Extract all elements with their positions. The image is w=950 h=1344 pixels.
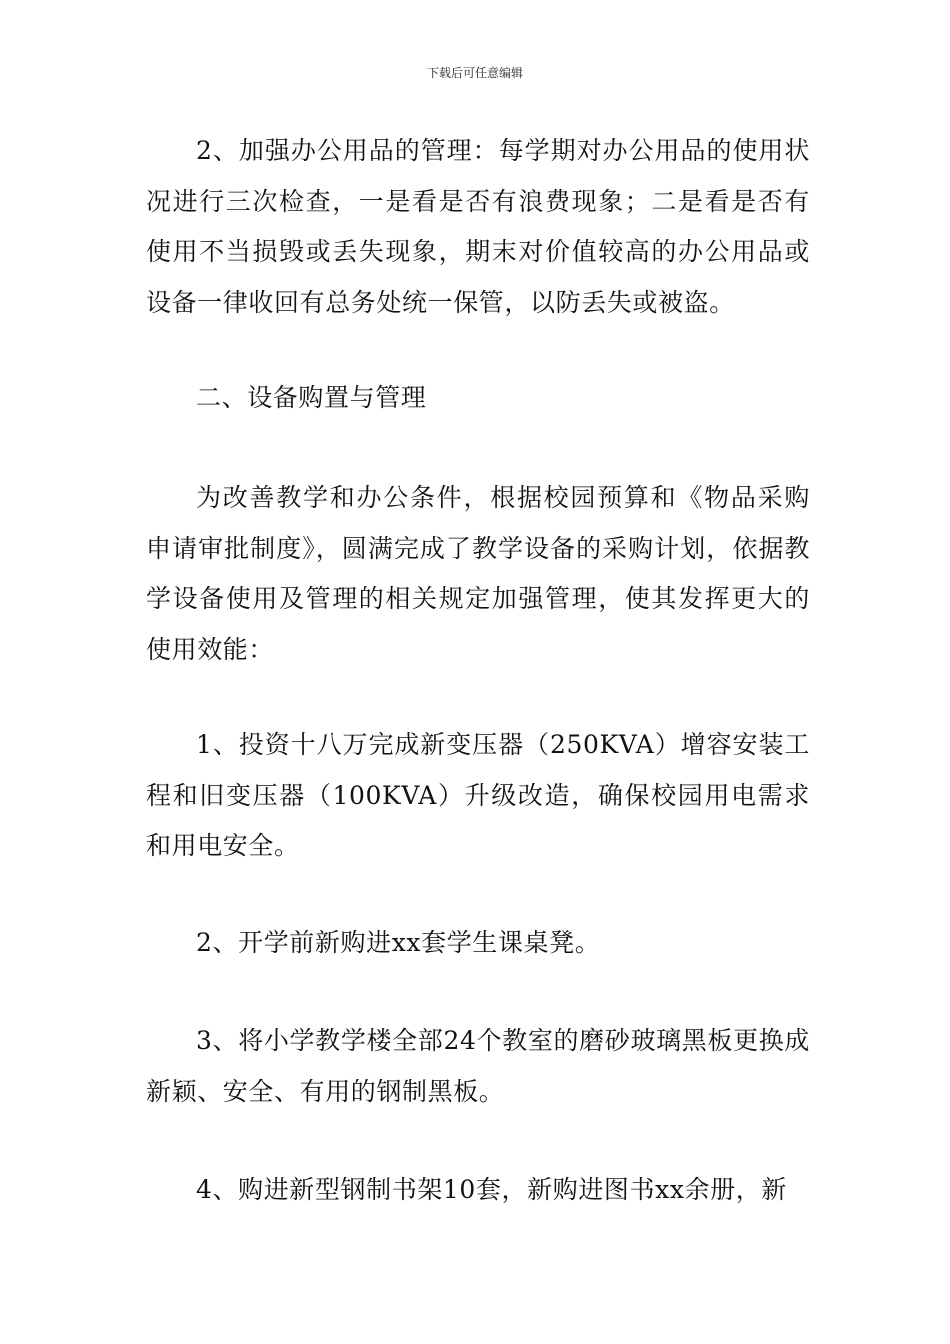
list-item-bookshelves: 4、购进新型钢制书架10套，新购进图书xx余册，新 [196,1175,787,1204]
paragraph-equipment-intro: 为改善教学和办公条件，根据校园预算和《物品采购申请审批制度》，圆满完成了教学设备的采购计划，依据教学设备使用及管理的相关规定加强管理，使其发挥更大的使用效能： [146,483,810,664]
list-item-transformer: 1、投资十八万完成新变压器（250KVA）增容安装工程和旧变压器（100KVA）升级改造，确保校园用电需求和用电安全。 [146,730,810,860]
paragraph-office-supplies: 2、加强办公用品的管理：每学期对办公用品的使用状况进行三次检查，一是看是否有浪费现象；二是看是否有使用不当损毁或丢失现象，期末对价值较高的办公用品或设备一律收回有总务处统一保管，以防丢失或被盗。 [146,136,810,317]
section-heading-equipment: 二、设备购置与管理 [196,383,427,412]
list-item-desks: 2、开学前新购进xx套学生课桌凳。 [196,928,601,957]
list-item-blackboards: 3、将小学教学楼全部24个教室的磨砂玻璃黑板更换成新颖、安全、有用的钢制黑板。 [146,1026,810,1106]
page-header-note: 下载后可任意编辑 [426,66,523,80]
